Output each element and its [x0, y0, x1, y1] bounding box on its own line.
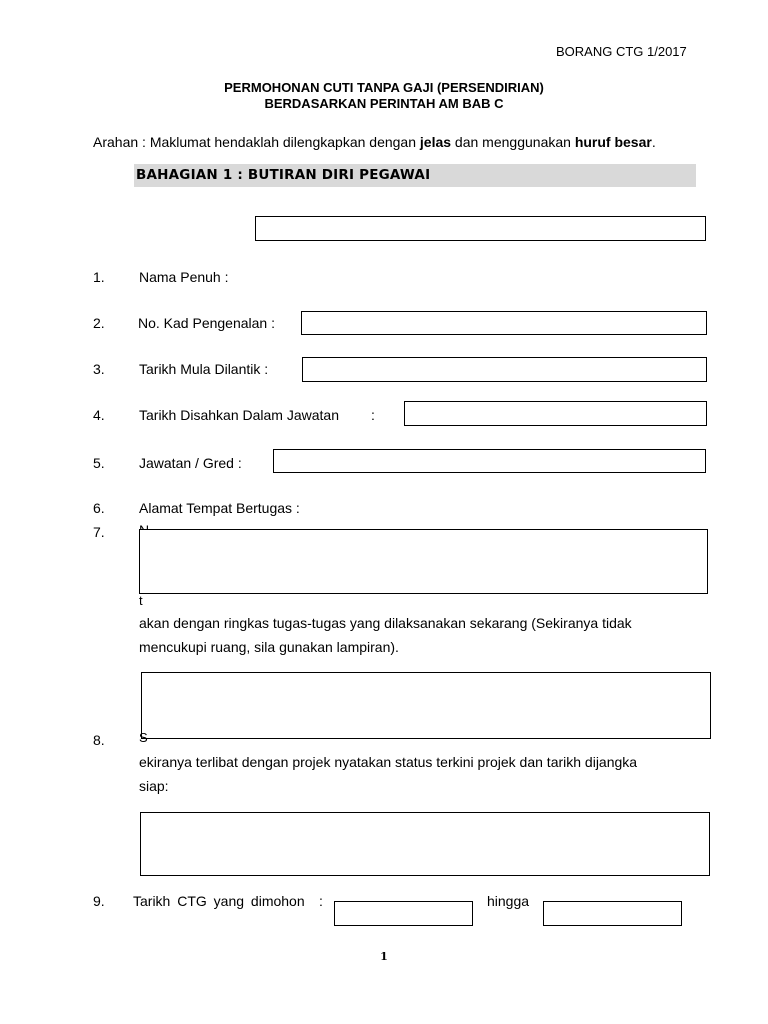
item-3-number: 3.	[93, 361, 105, 377]
section-header-bar	[134, 164, 696, 187]
item-4-number: 4.	[93, 407, 105, 423]
tarikh-ctg-colon: :	[319, 893, 323, 909]
tugas-description-line1: akan dengan ringkas tugas-tugas yang dilaksanakan sekarang (Sekiranya tidak	[139, 615, 632, 631]
item-8-number: 8.	[93, 732, 105, 748]
item-7-number: 7.	[93, 524, 105, 540]
instruction-emphasis-huruf-besar: huruf besar	[574, 134, 652, 150]
projek-description	[139, 750, 675, 798]
instruction-text	[93, 134, 656, 151]
form-code: BORANG CTG 1/2017	[556, 44, 687, 59]
hingga-label: hingga	[487, 893, 530, 909]
tarikh-ctg-from-input[interactable]	[334, 901, 473, 926]
instruction-emphasis-jelas: jelas	[419, 134, 452, 150]
tarikh-mula-dilantik-label: Tarikh Mula Dilantik :	[139, 361, 269, 377]
kad-pengenalan-label: No. Kad Pengenalan :	[138, 315, 275, 331]
page-subtitle: BERDASARKAN PERINTAH AM BAB C	[264, 96, 504, 111]
nama-penuh-label: Nama Penuh :	[139, 269, 229, 285]
item-6-number: 6.	[93, 500, 105, 516]
tarikh-ctg-label: Tarikh CTG yang dimohon	[133, 893, 305, 909]
item-9-number: 9.	[93, 893, 105, 909]
tugas-description	[139, 611, 675, 659]
tugas-input[interactable]	[141, 672, 711, 739]
item-7-fragment-t: t	[139, 593, 143, 608]
section-title: BAHAGIAN 1 : BUTIRAN DIRI PEGAWAI	[136, 167, 431, 183]
tarikh-disahkan-colon: :	[371, 407, 375, 423]
kad-pengenalan-input[interactable]	[301, 311, 707, 335]
item-5-number: 5.	[93, 455, 105, 471]
tarikh-disahkan-input[interactable]	[404, 401, 707, 426]
item-2-number: 2.	[93, 315, 105, 331]
page-number: 1	[380, 950, 388, 963]
page-title: PERMOHONAN CUTI TANPA GAJI (PERSENDIRIAN)	[224, 80, 544, 95]
nama-penuh-input[interactable]	[255, 216, 706, 241]
projek-description-line2: siap:	[139, 778, 169, 794]
instruction-prefix: Arahan : Maklumat hendaklah dilengkapkan dengan	[93, 134, 420, 150]
instruction-middle: dan menggunakan	[451, 134, 575, 150]
jawatan-gred-input[interactable]	[273, 449, 706, 473]
alamat-tempat-bertugas-input[interactable]	[139, 529, 708, 594]
instruction-suffix: .	[651, 134, 656, 150]
item-8-fragment-s: S	[139, 730, 148, 745]
tarikh-mula-dilantik-input[interactable]	[302, 357, 707, 382]
tarikh-ctg-to-input[interactable]	[543, 901, 682, 926]
projek-description-line1: ekiranya terlibat dengan projek nyatakan status terkini projek dan tarikh dijangka	[139, 754, 638, 770]
item-1-number: 1.	[93, 269, 105, 285]
alamat-tempat-bertugas-label: Alamat Tempat Bertugas :	[139, 500, 300, 516]
projek-input[interactable]	[140, 812, 710, 876]
jawatan-gred-label: Jawatan / Gred :	[139, 455, 242, 471]
tarikh-disahkan-label: Tarikh Disahkan Dalam Jawatan	[139, 407, 339, 423]
tugas-description-line2: mencukupi ruang, sila gunakan lampiran).	[139, 639, 399, 655]
